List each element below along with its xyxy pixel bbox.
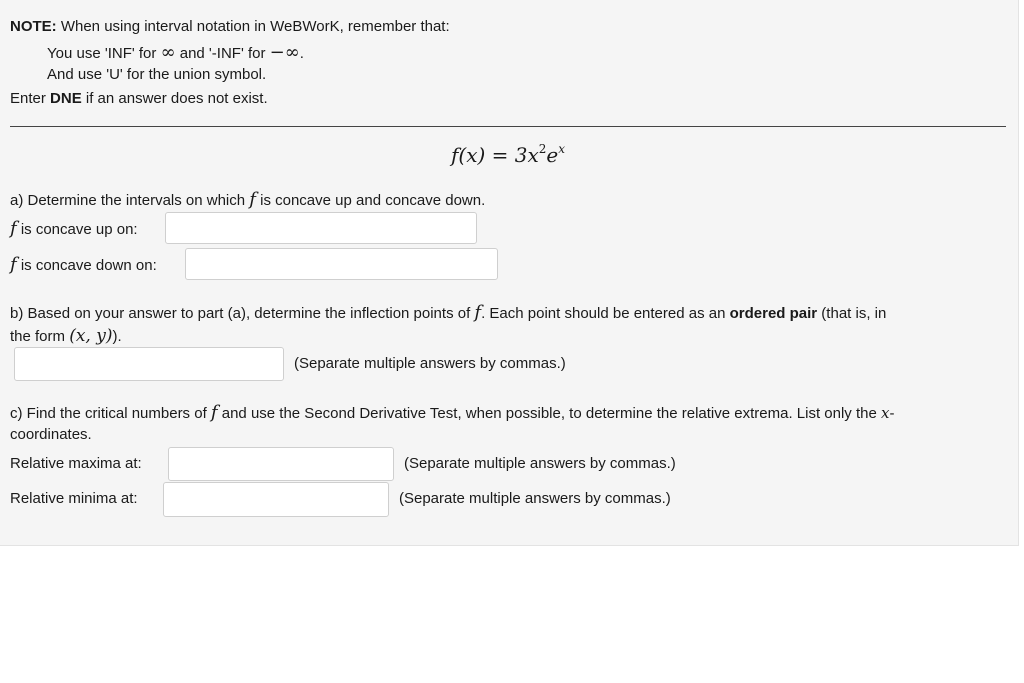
part-b-f: f bbox=[474, 302, 482, 323]
part-b-ordered-pair: ordered pair bbox=[729, 305, 818, 322]
function-base: e bbox=[546, 143, 559, 167]
dne-bold: DNE bbox=[50, 90, 82, 107]
concave-up-label bbox=[10, 218, 138, 239]
note-text: When using interval notation in WeBWorK, remember that: bbox=[56, 18, 450, 35]
relative-minima-input[interactable] bbox=[163, 482, 389, 517]
part-b-text-d: the form bbox=[10, 328, 70, 345]
part-a-prompt bbox=[10, 189, 485, 210]
concave-up-text: is concave up on: bbox=[16, 221, 138, 238]
part-c-prompt-line1 bbox=[10, 402, 894, 423]
divider bbox=[10, 126, 1006, 127]
dne-text-a: Enter bbox=[10, 90, 51, 107]
part-c-text-b: and use the Second Derivative Test, when possible, to determine the relative extrema. List only the bbox=[217, 405, 881, 422]
concave-down-label bbox=[10, 254, 157, 275]
part-a-text-b: is concave up and concave down. bbox=[255, 192, 486, 209]
inf-note-line bbox=[47, 42, 304, 63]
part-a-f: f bbox=[249, 189, 256, 210]
part-b-prompt-line1 bbox=[10, 302, 886, 323]
inflection-hint: (Separate multiple answers by commas.) bbox=[294, 355, 566, 372]
part-a-text-a: a) Determine the intervals on which bbox=[10, 192, 250, 209]
concave-up-f: f bbox=[10, 218, 17, 239]
function-exp2: x bbox=[558, 142, 566, 156]
part-c-text-c: - bbox=[889, 405, 895, 422]
note-label: NOTE: bbox=[10, 18, 57, 35]
concave-down-text: is concave down on: bbox=[16, 257, 157, 274]
union-note-line: And use 'U' for the union symbol. bbox=[47, 66, 267, 83]
function-formula bbox=[451, 142, 565, 167]
relative-minima-label: Relative minima at: bbox=[10, 490, 138, 507]
neg-infinity-symbol: −∞ bbox=[269, 42, 300, 63]
dne-note-line bbox=[10, 90, 268, 107]
part-b-pair: (x, y) bbox=[69, 326, 113, 346]
inf-text-c: . bbox=[299, 45, 304, 62]
part-b-text-e: ). bbox=[112, 328, 122, 345]
infinity-symbol: ∞ bbox=[160, 42, 176, 63]
part-b-prompt-line2 bbox=[10, 326, 122, 346]
relative-maxima-label: Relative maxima at: bbox=[10, 455, 142, 472]
maxima-hint: (Separate multiple answers by commas.) bbox=[404, 455, 676, 472]
part-b-text-c: (that is, in bbox=[817, 305, 887, 322]
part-c-prompt-line2: coordinates. bbox=[10, 426, 92, 443]
part-b-text-a: b) Based on your answer to part (a), determine the inflection points of bbox=[10, 305, 475, 322]
inflection-points-input[interactable] bbox=[14, 347, 284, 381]
concave-up-input[interactable] bbox=[165, 212, 477, 244]
function-exp1: 2 bbox=[538, 142, 547, 156]
minima-hint: (Separate multiple answers by commas.) bbox=[399, 490, 671, 507]
dne-text-b: if an answer does not exist. bbox=[81, 90, 268, 107]
concave-down-input[interactable] bbox=[185, 248, 498, 280]
note-line bbox=[10, 18, 450, 35]
part-c-text-a: c) Find the critical numbers of bbox=[10, 405, 211, 422]
part-c-f: f bbox=[210, 402, 218, 423]
concave-down-f: f bbox=[10, 254, 17, 275]
relative-maxima-input[interactable] bbox=[168, 447, 394, 481]
inf-text-b: and '-INF' for bbox=[175, 45, 270, 62]
part-c-x: x bbox=[881, 404, 890, 422]
inf-text-a: You use 'INF' for bbox=[47, 45, 161, 62]
function-lhs: f(x) = 3x bbox=[451, 143, 539, 167]
part-b-text-b: . Each point should be entered as an bbox=[481, 305, 730, 322]
